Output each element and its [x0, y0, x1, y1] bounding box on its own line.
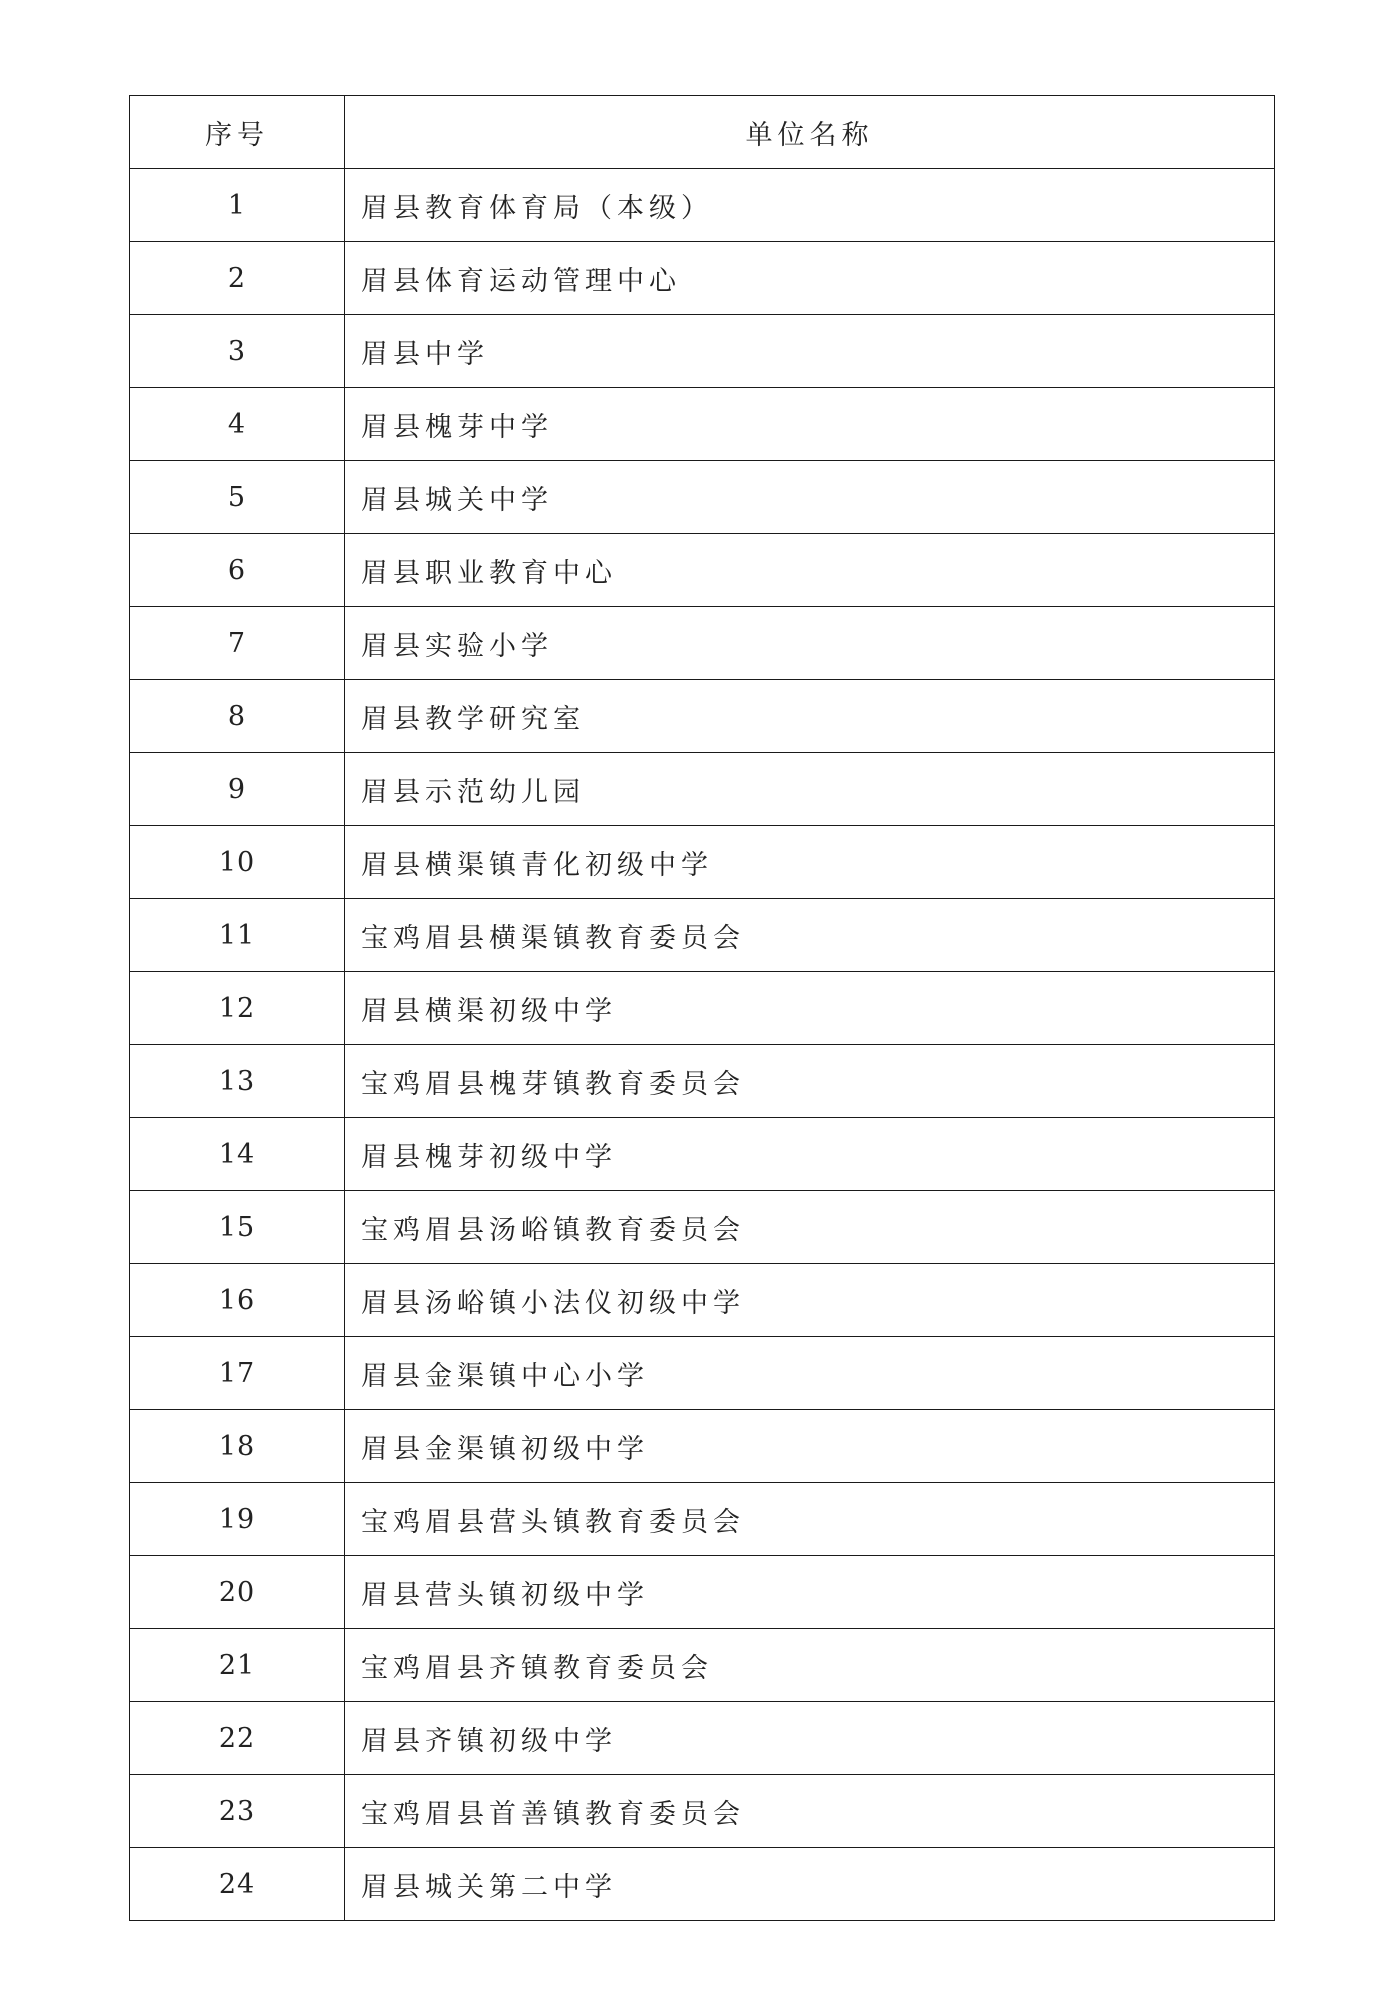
row-unit-name: 眉县城关中学 [345, 461, 1275, 534]
row-unit-name: 宝鸡眉县汤峪镇教育委员会 [345, 1191, 1275, 1264]
row-unit-name: 眉县教育体育局（本级） [345, 169, 1275, 242]
row-unit-name: 宝鸡眉县槐芽镇教育委员会 [345, 1045, 1275, 1118]
table-row [130, 534, 1275, 607]
row-index: 6 [130, 534, 345, 607]
table-row [130, 1264, 1275, 1337]
table-row [130, 1556, 1275, 1629]
table-row [130, 753, 1275, 826]
row-index: 21 [130, 1629, 345, 1702]
table-row [130, 169, 1275, 242]
row-index: 12 [130, 972, 345, 1045]
row-unit-name: 眉县营头镇初级中学 [345, 1556, 1275, 1629]
row-unit-name: 眉县金渠镇中心小学 [345, 1337, 1275, 1410]
table-row [130, 1191, 1275, 1264]
row-index: 24 [130, 1848, 345, 1921]
row-index: 10 [130, 826, 345, 899]
table-row [130, 388, 1275, 461]
row-unit-name: 宝鸡眉县横渠镇教育委员会 [345, 899, 1275, 972]
table-row [130, 242, 1275, 315]
table-row [130, 1629, 1275, 1702]
row-index: 17 [130, 1337, 345, 1410]
table-row [130, 1045, 1275, 1118]
table-row [130, 1483, 1275, 1556]
row-index: 22 [130, 1702, 345, 1775]
row-unit-name: 眉县槐芽初级中学 [345, 1118, 1275, 1191]
row-index: 14 [130, 1118, 345, 1191]
row-unit-name: 眉县横渠镇青化初级中学 [345, 826, 1275, 899]
row-index: 4 [130, 388, 345, 461]
row-index: 18 [130, 1410, 345, 1483]
row-unit-name: 眉县教学研究室 [345, 680, 1275, 753]
row-index: 8 [130, 680, 345, 753]
row-unit-name: 眉县城关第二中学 [345, 1848, 1275, 1921]
row-unit-name: 眉县汤峪镇小法仪初级中学 [345, 1264, 1275, 1337]
row-unit-name: 眉县槐芽中学 [345, 388, 1275, 461]
table-row [130, 315, 1275, 388]
row-unit-name: 眉县实验小学 [345, 607, 1275, 680]
row-unit-name: 眉县职业教育中心 [345, 534, 1275, 607]
row-index: 3 [130, 315, 345, 388]
header-unit-name: 单位名称 [345, 96, 1275, 169]
row-unit-name: 眉县示范幼儿园 [345, 753, 1275, 826]
table-row [130, 1848, 1275, 1921]
table-row [130, 680, 1275, 753]
row-index: 7 [130, 607, 345, 680]
table-row [130, 607, 1275, 680]
table-row [130, 1118, 1275, 1191]
row-index: 16 [130, 1264, 345, 1337]
table-header-row [130, 96, 1275, 169]
row-unit-name: 眉县齐镇初级中学 [345, 1702, 1275, 1775]
table-row [130, 1702, 1275, 1775]
table-row [130, 826, 1275, 899]
row-unit-name: 眉县体育运动管理中心 [345, 242, 1275, 315]
row-unit-name: 眉县中学 [345, 315, 1275, 388]
row-unit-name: 眉县金渠镇初级中学 [345, 1410, 1275, 1483]
table-row [130, 1410, 1275, 1483]
unit-list-table [129, 95, 1275, 1921]
row-unit-name: 眉县横渠初级中学 [345, 972, 1275, 1045]
table-row [130, 461, 1275, 534]
row-unit-name: 宝鸡眉县营头镇教育委员会 [345, 1483, 1275, 1556]
row-index: 13 [130, 1045, 345, 1118]
row-unit-name: 宝鸡眉县首善镇教育委员会 [345, 1775, 1275, 1848]
row-index: 11 [130, 899, 345, 972]
header-index: 序号 [130, 96, 345, 169]
row-index: 20 [130, 1556, 345, 1629]
row-index: 5 [130, 461, 345, 534]
table-row [130, 1775, 1275, 1848]
row-index: 2 [130, 242, 345, 315]
row-index: 1 [130, 169, 345, 242]
table-row [130, 899, 1275, 972]
row-index: 9 [130, 753, 345, 826]
row-index: 19 [130, 1483, 345, 1556]
row-index: 23 [130, 1775, 345, 1848]
row-index: 15 [130, 1191, 345, 1264]
table-row [130, 972, 1275, 1045]
row-unit-name: 宝鸡眉县齐镇教育委员会 [345, 1629, 1275, 1702]
table-row [130, 1337, 1275, 1410]
